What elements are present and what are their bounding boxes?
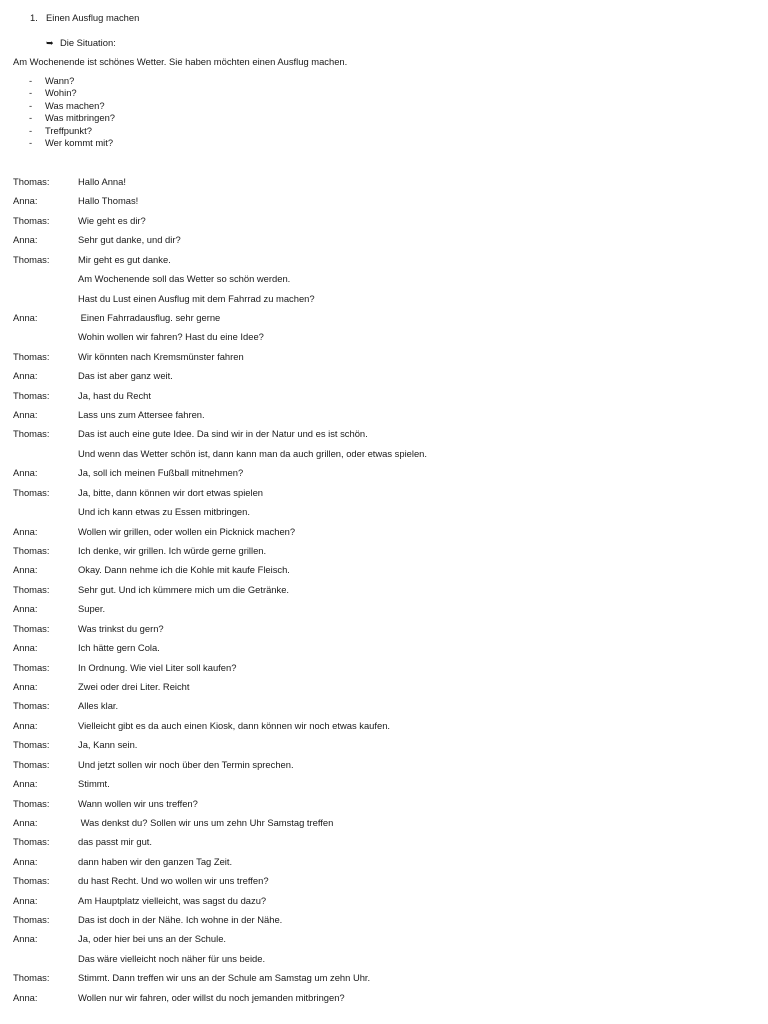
dialogue-text: Und ich kann etwas zu Essen mitbringen. bbox=[78, 506, 250, 518]
dialogue-text: Hallo Anna! bbox=[78, 176, 126, 187]
speaker-name: Anna: bbox=[13, 719, 38, 731]
question-text: Wer kommt mit? bbox=[45, 136, 114, 148]
speaker-name: Anna: bbox=[13, 778, 38, 790]
speaker-name: Thomas: bbox=[13, 739, 50, 751]
dialogue-text: Wohin wollen wir fahren? Hast du eine Idee? bbox=[78, 331, 264, 343]
speaker-name: Thomas: bbox=[13, 253, 50, 265]
dash-bullet: - bbox=[29, 112, 33, 124]
dialogue-text: Das ist doch in der Nähe. Ich wohne in der Nähe. bbox=[78, 914, 283, 926]
dialogue-text: Wollen nur wir fahren, oder willst du noch jemanden mitbringen? bbox=[78, 991, 345, 1003]
question-text: Wann? bbox=[45, 75, 75, 86]
dialogue-text: dann haben wir den ganzen Tag Zeit. bbox=[78, 855, 233, 867]
speaker-name: Thomas: bbox=[13, 176, 50, 187]
section-heading bbox=[30, 12, 139, 24]
dash-bullet: - bbox=[29, 75, 33, 86]
speaker-name: Thomas: bbox=[13, 622, 50, 634]
dialogue-text: Das wäre vielleicht noch näher für uns beide. bbox=[78, 952, 266, 964]
speaker-name: Anna: bbox=[13, 603, 38, 615]
dialogue-text: Ja, bitte, dann können wir dort etwas spielen bbox=[78, 486, 264, 498]
question-item bbox=[29, 112, 115, 124]
speaker-name: Thomas: bbox=[13, 661, 50, 673]
situation-heading bbox=[46, 37, 116, 49]
speaker-name: Anna: bbox=[13, 933, 38, 945]
speaker-name: Anna: bbox=[13, 467, 38, 479]
question-text: Was machen? bbox=[45, 99, 105, 111]
arrow-bullet-icon: ➥ bbox=[46, 38, 54, 48]
speaker-name: Anna: bbox=[13, 680, 38, 692]
dialogue-text: Okay. Dann nehme ich die Kohle mit kaufe Fleisch. bbox=[78, 564, 290, 576]
heading-number: 1. bbox=[30, 12, 38, 23]
dialogue-text: Hallo Thomas! bbox=[78, 195, 139, 207]
dialogue-text: Was trinkst du gern? bbox=[78, 622, 164, 634]
dialogue-text: Hast du Lust einen Ausflug mit dem Fahrrad zu machen? bbox=[78, 292, 315, 304]
dialogue-text: du hast Recht. Und wo wollen wir uns treffen? bbox=[78, 875, 269, 887]
question-text: Treffpunkt? bbox=[45, 124, 92, 136]
speaker-name: Thomas: bbox=[13, 836, 50, 848]
speaker-name: Thomas: bbox=[13, 875, 50, 887]
speaker-name: Thomas: bbox=[13, 545, 50, 557]
speaker-name: Thomas: bbox=[13, 758, 50, 770]
dialogue-text: Alles klar. bbox=[78, 700, 119, 712]
dialogue-text: Ich denke, wir grillen. Ich würde gerne grillen. bbox=[78, 545, 267, 557]
speaker-name: Thomas: bbox=[13, 428, 50, 440]
question-text: Was mitbringen? bbox=[45, 112, 115, 124]
dialogue-text: Ja, hast du Recht bbox=[78, 389, 151, 401]
dialogue-text: Sehr gut danke, und dir? bbox=[78, 234, 181, 246]
speaker-name: Anna: bbox=[13, 195, 38, 207]
dash-bullet: - bbox=[29, 124, 33, 136]
question-item bbox=[29, 137, 115, 149]
dialogue-text: Mir geht es gut danke. bbox=[78, 253, 171, 265]
speaker-name: Anna: bbox=[13, 370, 38, 382]
speaker-name: Anna: bbox=[13, 564, 38, 576]
speaker-name: Thomas: bbox=[13, 214, 50, 226]
speaker-name: Anna: bbox=[13, 525, 38, 537]
speaker-name: Thomas: bbox=[13, 486, 50, 498]
dialogue-text: Ja, oder hier bei uns an der Schule. bbox=[78, 933, 227, 945]
speaker-name: Thomas: bbox=[13, 389, 50, 401]
question-list bbox=[29, 75, 115, 149]
heading-title: Einen Ausflug machen bbox=[46, 12, 140, 23]
dialogue-text: Sehr gut. Und ich kümmere mich um die Getränke. bbox=[78, 583, 290, 595]
speaker-name: Thomas: bbox=[13, 797, 50, 809]
dialogue-text: Einen Fahrradausflug. sehr gerne bbox=[78, 311, 221, 323]
question-item bbox=[29, 87, 115, 99]
speaker-name: Thomas: bbox=[13, 914, 50, 926]
dialogue-text: Das ist auch eine gute Idee. Da sind wir in der Natur und es ist schön. bbox=[78, 428, 368, 440]
speaker-name: Anna: bbox=[13, 642, 38, 654]
dialogue-text: In Ordnung. Wie viel Liter soll kaufen? bbox=[78, 661, 237, 673]
speaker-name: Anna: bbox=[13, 855, 38, 867]
dialogue-text: Und wenn das Wetter schön ist, dann kann man da auch grillen, oder etwas spielen. bbox=[78, 447, 427, 459]
speaker-name: Anna: bbox=[13, 991, 38, 1003]
dialogue-text: Wann wollen wir uns treffen? bbox=[78, 797, 198, 809]
speaker-name: Anna: bbox=[13, 311, 38, 323]
dialogue-text: Wir könnten nach Kremsmünster fahren bbox=[78, 350, 244, 362]
dialogue-text: Das ist aber ganz weit. bbox=[78, 370, 173, 382]
question-item bbox=[29, 125, 115, 137]
dialogue-text: Ja, Kann sein. bbox=[78, 739, 138, 751]
dialogue-text: Super. bbox=[78, 603, 106, 615]
speaker-name: Thomas: bbox=[13, 972, 50, 984]
speaker-name: Thomas: bbox=[13, 583, 50, 595]
dialogue-text: Und jetzt sollen wir noch über den Termin sprechen. bbox=[78, 758, 294, 770]
question-item bbox=[29, 100, 115, 112]
dialogue-text: Stimmt. Dann treffen wir uns an der Schule am Samstag um zehn Uhr. bbox=[78, 972, 371, 984]
dialogue-text: Vielleicht gibt es da auch einen Kiosk, dann können wir noch etwas kaufen. bbox=[78, 719, 391, 731]
dialogue-text: Lass uns zum Attersee fahren. bbox=[78, 409, 205, 421]
situation-label: Die Situation: bbox=[60, 37, 116, 48]
dash-bullet: - bbox=[29, 99, 33, 111]
speaker-name: Anna: bbox=[13, 409, 38, 421]
dash-bullet: - bbox=[29, 136, 33, 148]
speaker-name: Anna: bbox=[13, 816, 38, 828]
dialogue-text: Am Hauptplatz vielleicht, was sagst du dazu? bbox=[78, 894, 267, 906]
question-item bbox=[29, 75, 115, 87]
speaker-name: Anna: bbox=[13, 894, 38, 906]
dialogue-text: Wollen wir grillen, oder wollen ein Picknick machen? bbox=[78, 525, 296, 537]
dialogue-text: Am Wochenende soll das Wetter so schön werden. bbox=[78, 273, 291, 285]
question-text: Wohin? bbox=[45, 87, 77, 99]
dialogue-text: das passt mir gut. bbox=[78, 836, 152, 848]
speaker-name: Thomas: bbox=[13, 350, 50, 362]
dialogue-text: Ja, soll ich meinen Fußball mitnehmen? bbox=[78, 467, 244, 479]
speaker-name: Anna: bbox=[13, 234, 38, 246]
dialogue-text: Stimmt. bbox=[78, 778, 110, 790]
dash-bullet: - bbox=[29, 87, 33, 99]
dialogue-text: Zwei oder drei Liter. Reicht bbox=[78, 680, 190, 692]
intro-paragraph: Am Wochenende ist schönes Wetter. Sie haben möchten einen Ausflug machen. bbox=[13, 56, 348, 67]
speaker-name: Thomas: bbox=[13, 700, 50, 712]
dialogue-text: Was denkst du? Sollen wir uns um zehn Uhr Samstag treffen bbox=[78, 816, 334, 828]
dialogue-text: Ich hätte gern Cola. bbox=[78, 642, 160, 654]
dialogue-text: Wie geht es dir? bbox=[78, 214, 146, 226]
